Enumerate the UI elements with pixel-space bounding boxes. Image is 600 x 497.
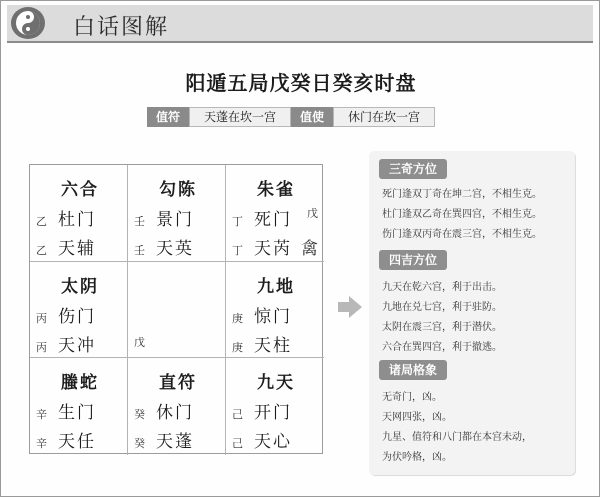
sanqi-line: 伤门逢双丙奇在震三宫，不相生克。 xyxy=(382,229,542,240)
palace-gate: 杜门 xyxy=(58,210,96,230)
siji-line: 九地在兑七宫，利于驻防。 xyxy=(382,302,502,313)
siji-line: 九天在乾六宫，利于出击。 xyxy=(382,282,502,293)
palace-extra-star: 禽 xyxy=(301,239,318,259)
palace-w xyxy=(30,262,128,358)
palace-stem: 辛 xyxy=(36,408,47,421)
palace-stem: 丁 xyxy=(232,244,243,257)
palace-god: 直符 xyxy=(159,373,197,393)
palace-stem: 丙 xyxy=(36,312,47,325)
palace-gate: 伤门 xyxy=(58,307,96,327)
zhifu-tag: 值符 xyxy=(147,107,189,127)
palace-gate: 生门 xyxy=(58,403,96,423)
zhifu-value: 天蓬在坎一宫 xyxy=(189,107,291,127)
palace-stem: 丙 xyxy=(36,341,47,354)
palace-stem: 戊 xyxy=(134,336,145,349)
palace-stem: 癸 xyxy=(134,408,145,421)
arrow-right-icon xyxy=(337,295,363,323)
analysis-panel xyxy=(369,151,575,475)
palace-star: 天英 xyxy=(156,239,194,259)
palace-stem: 壬 xyxy=(134,244,145,257)
sanqi-heading: 三奇方位 xyxy=(379,159,447,179)
palace-stem: 乙 xyxy=(36,215,47,228)
palace-nw xyxy=(30,165,128,262)
palace-gate: 惊门 xyxy=(254,307,292,327)
palace-ne xyxy=(226,165,324,262)
palace-se xyxy=(226,358,324,455)
palace-star: 天蓬 xyxy=(156,432,194,452)
chart-title: 阳遁五局戊癸日癸亥时盘 xyxy=(185,71,417,95)
palace-extra-stem: 戊 xyxy=(307,207,318,220)
palace-gate: 开门 xyxy=(254,403,292,423)
geju-heading: 诸局格象 xyxy=(379,360,447,380)
siji-heading: 四吉方位 xyxy=(379,250,447,270)
palace-star: 天柱 xyxy=(254,336,292,356)
palace-e xyxy=(226,262,324,358)
palace-stem: 壬 xyxy=(134,215,145,228)
geju-line: 天网四张，凶。 xyxy=(382,412,452,423)
palace-god: 朱雀 xyxy=(257,180,295,200)
palace-god: 六合 xyxy=(61,180,99,200)
palace-stem: 庚 xyxy=(232,312,243,325)
siji-line: 太阴在震三宫，利于潜伏。 xyxy=(382,322,502,333)
siji-line: 六合在巽四宫，利于撤逃。 xyxy=(382,342,502,353)
palace-stem: 乙 xyxy=(36,244,47,257)
palace-star: 天冲 xyxy=(58,336,96,356)
palace-gate: 景门 xyxy=(156,210,194,230)
palace-god: 螣蛇 xyxy=(61,373,99,393)
section-title: 白话图解 xyxy=(73,15,170,40)
palace-god: 九地 xyxy=(257,277,295,297)
palace-stem: 癸 xyxy=(134,437,145,450)
section-header xyxy=(7,5,593,43)
geju-line: 无奇门，凶。 xyxy=(382,392,442,403)
yin-yang-logo-icon xyxy=(11,7,45,39)
palace-star: 天辅 xyxy=(58,239,96,259)
sanqi-line: 死门逢双丁奇在坤二宫，不相生克。 xyxy=(382,189,542,200)
palace-god: 太阴 xyxy=(61,277,99,297)
palace-grid xyxy=(29,164,323,454)
palace-s xyxy=(128,358,226,455)
zhishi-value: 休门在坎一宫 xyxy=(333,107,435,127)
palace-star: 天芮 xyxy=(254,239,292,259)
palace-god: 勾陈 xyxy=(159,180,197,200)
geju-line: 为伏吟格，凶。 xyxy=(382,452,452,463)
palace-center xyxy=(128,262,226,358)
palace-gate: 休门 xyxy=(156,403,194,423)
palace-stem: 丁 xyxy=(232,215,243,228)
palace-stem: 辛 xyxy=(36,437,47,450)
palace-sw xyxy=(30,358,128,455)
palace-n xyxy=(128,165,226,262)
palace-gate: 死门 xyxy=(254,210,292,230)
palace-stem: 庚 xyxy=(232,341,243,354)
geju-line: 九星、值符和八门都在本宫未动， xyxy=(382,432,532,443)
palace-stem: 己 xyxy=(232,408,243,421)
sanqi-line: 杜门逢双乙奇在巽四宫，不相生克。 xyxy=(382,209,542,220)
palace-star: 天任 xyxy=(58,432,96,452)
palace-stem: 己 xyxy=(232,437,243,450)
palace-star: 天心 xyxy=(254,432,292,452)
palace-god: 九天 xyxy=(257,373,295,393)
zhishi-tag: 值使 xyxy=(291,107,333,127)
meta-row xyxy=(147,107,435,127)
